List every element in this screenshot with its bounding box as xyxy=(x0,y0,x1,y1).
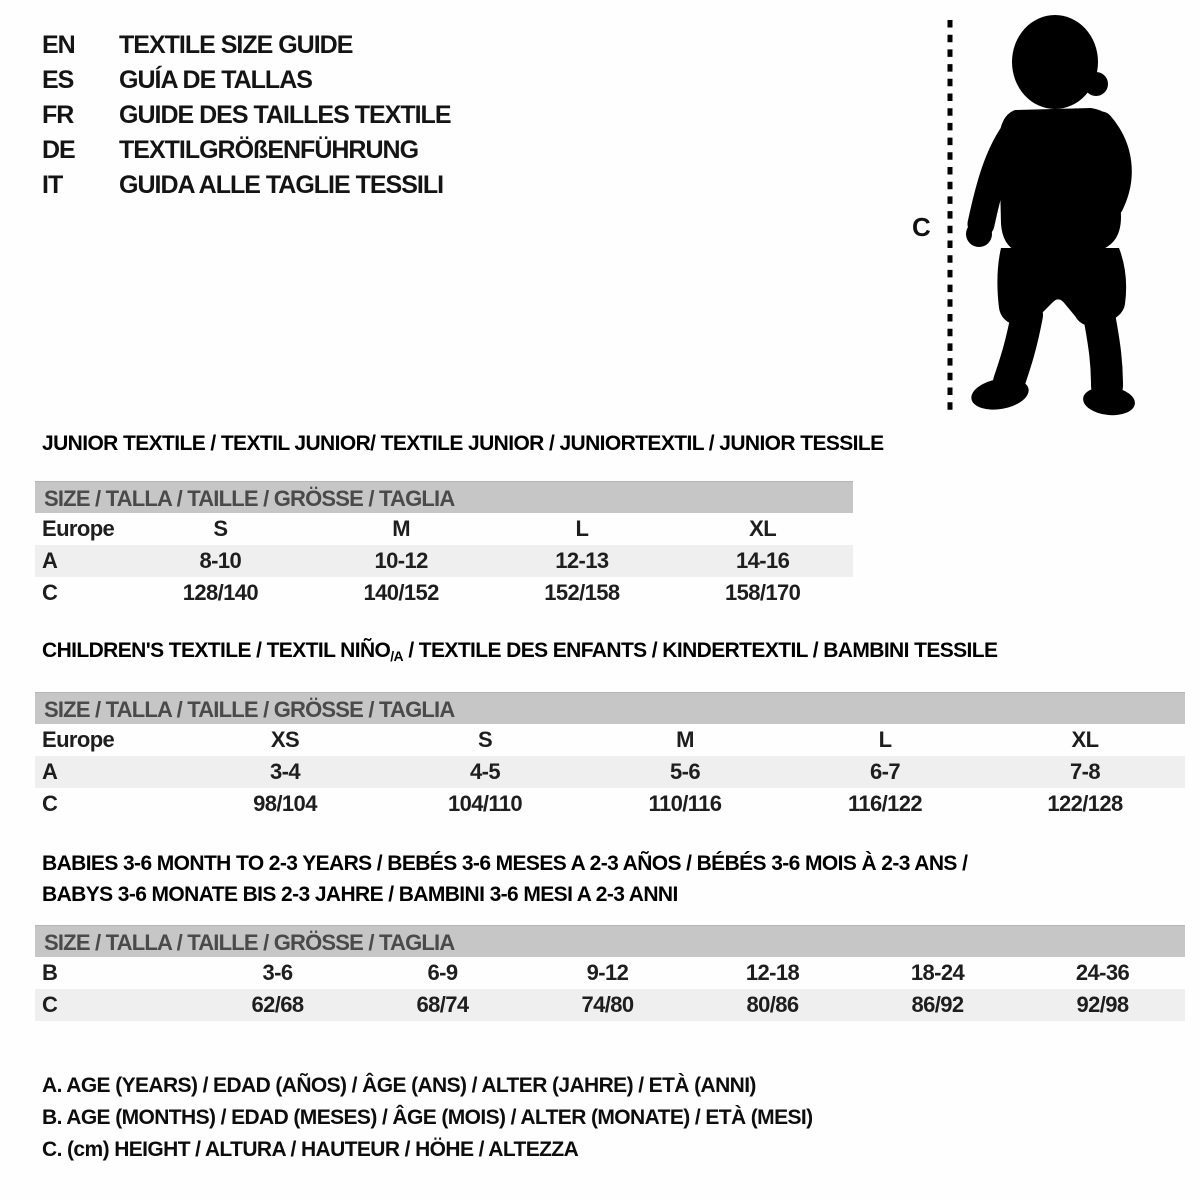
children-title-pre: CHILDREN'S TEXTILE / TEXTIL NIÑO xyxy=(42,639,391,662)
children-section-title xyxy=(42,639,997,664)
table-row xyxy=(35,788,1185,820)
table-cell: 12-18 xyxy=(745,960,800,985)
table-row xyxy=(35,756,1185,788)
height-measure-label: C xyxy=(912,212,931,242)
table-row xyxy=(35,577,853,609)
guide-title: TEXTILE SIZE GUIDE xyxy=(119,31,353,59)
table-cell: 86/92 xyxy=(911,992,964,1017)
table-row xyxy=(35,724,1185,756)
table-cell: 9-12 xyxy=(586,960,629,985)
guide-title: GUIDE DES TAILLES TEXTILE xyxy=(119,101,451,129)
language-title-list xyxy=(42,28,451,203)
table-row xyxy=(35,989,1185,1021)
table-cell: L xyxy=(575,516,589,541)
row-label: A xyxy=(42,759,58,784)
table-cell: 3-4 xyxy=(270,759,300,784)
table-row xyxy=(35,545,853,577)
children-title-post: / TEXTILE DES ENFANTS / KINDERTEXTIL / BAMBINI TESSILE xyxy=(403,639,998,662)
legend-line-b: B. AGE (MONTHS) / EDAD (MESES) / ÂGE (MOIS) / ALTER (MONATE) / ETÀ (MESI) xyxy=(42,1106,813,1129)
list-item xyxy=(42,168,451,203)
table-cell: 104/110 xyxy=(447,791,523,816)
language-code: ES xyxy=(42,66,74,94)
table-cell: 62/68 xyxy=(251,992,304,1017)
toddler-silhouette-image xyxy=(943,12,1150,417)
row-label: C xyxy=(42,580,58,605)
babies-title-line: BABYS 3-6 MONATE BIS 2-3 JAHRE / BAMBINI 3-6 MESI A 2-3 ANNI xyxy=(42,883,678,906)
list-item xyxy=(42,98,451,133)
table-cell: XL xyxy=(749,516,777,541)
size-header-bar: SIZE / TALLA / TAILLE / GRÖSSE / TAGLIA xyxy=(35,925,1185,957)
table-cell: 12-13 xyxy=(555,548,609,573)
children-title-sub: /A xyxy=(390,648,404,664)
table-cell: 80/86 xyxy=(746,992,799,1017)
table-cell: 3-6 xyxy=(262,960,293,985)
babies-title-line: BABIES 3-6 MONTH TO 2-3 YEARS / BEBÉS 3-6 MESES A 2-3 AÑOS / BÉBÉS 3-6 MOIS À 2-3 ANS / xyxy=(42,852,968,875)
row-label: C xyxy=(42,791,58,816)
guide-title: TEXTILGRÖßENFÜHRUNG xyxy=(119,136,419,164)
list-item xyxy=(42,63,451,98)
guide-title: GUIDA ALLE TAGLIE TESSILI xyxy=(119,171,444,199)
table-cell: 128/140 xyxy=(182,580,259,605)
table-cell: 110/116 xyxy=(648,791,722,816)
table-cell: XL xyxy=(1071,727,1099,752)
babies-section-title xyxy=(42,848,967,910)
toddler-silhouette xyxy=(966,15,1136,417)
table-cell: 74/80 xyxy=(581,992,634,1017)
table-cell: 140/152 xyxy=(363,580,439,605)
list-item xyxy=(42,28,451,63)
table-cell: 122/128 xyxy=(1047,791,1123,816)
table-cell: 7-8 xyxy=(1070,759,1100,784)
table-cell: S xyxy=(213,516,228,541)
babies-size-table xyxy=(35,925,1185,1021)
row-label: C xyxy=(42,992,58,1017)
size-header-bar: SIZE / TALLA / TAILLE / GRÖSSE / TAGLIA xyxy=(35,692,1185,724)
table-cell: 6-9 xyxy=(427,960,458,985)
row-label: Europe xyxy=(42,727,115,752)
legend-line-a: A. AGE (YEARS) / EDAD (AÑOS) / ÂGE (ANS) / ALTER (JAHRE) / ETÀ (ANNI) xyxy=(42,1074,756,1097)
table-cell: 5-6 xyxy=(670,759,700,784)
table-cell: 152/158 xyxy=(544,580,620,605)
table-row xyxy=(35,513,853,545)
row-label: B xyxy=(42,960,58,985)
legend-line-c: C. (cm) HEIGHT / ALTURA / HAUTEUR / HÖHE / ALTEZZA xyxy=(42,1138,579,1161)
table-cell: 68/74 xyxy=(416,992,469,1017)
language-code: EN xyxy=(42,31,75,59)
language-code: IT xyxy=(42,171,63,199)
guide-title: GUÍA DE TALLAS xyxy=(119,66,312,94)
list-item xyxy=(42,133,451,168)
table-cell: XS xyxy=(270,727,300,752)
table-cell: L xyxy=(878,727,892,752)
table-cell: 98/104 xyxy=(253,791,317,816)
table-cell: 8-10 xyxy=(199,548,242,573)
language-code: DE xyxy=(42,136,75,164)
row-label: Europe xyxy=(42,516,115,541)
table-cell: 24-36 xyxy=(1075,960,1130,985)
table-cell: 116/122 xyxy=(847,791,923,816)
row-label: A xyxy=(42,548,58,573)
table-row xyxy=(35,957,1185,989)
table-cell: 6-7 xyxy=(870,759,900,784)
table-cell: 92/98 xyxy=(1076,992,1129,1017)
table-cell: 158/170 xyxy=(724,580,801,605)
table-cell: 4-5 xyxy=(470,759,500,784)
measure-legend xyxy=(42,1070,813,1166)
junior-size-table xyxy=(35,481,853,609)
table-cell: M xyxy=(392,516,410,541)
language-code: FR xyxy=(42,101,74,129)
table-cell: S xyxy=(477,727,493,752)
table-cell: 18-24 xyxy=(910,960,965,985)
children-size-table xyxy=(35,692,1185,820)
table-cell: 10-12 xyxy=(374,548,428,573)
table-cell: 14-16 xyxy=(735,548,790,573)
table-cell: M xyxy=(676,727,694,752)
size-header-bar: SIZE / TALLA / TAILLE / GRÖSSE / TAGLIA xyxy=(35,481,853,513)
junior-section-title: JUNIOR TEXTILE / TEXTIL JUNIOR/ TEXTILE JUNIOR / JUNIORTEXTIL / JUNIOR TESSILE xyxy=(42,432,884,455)
